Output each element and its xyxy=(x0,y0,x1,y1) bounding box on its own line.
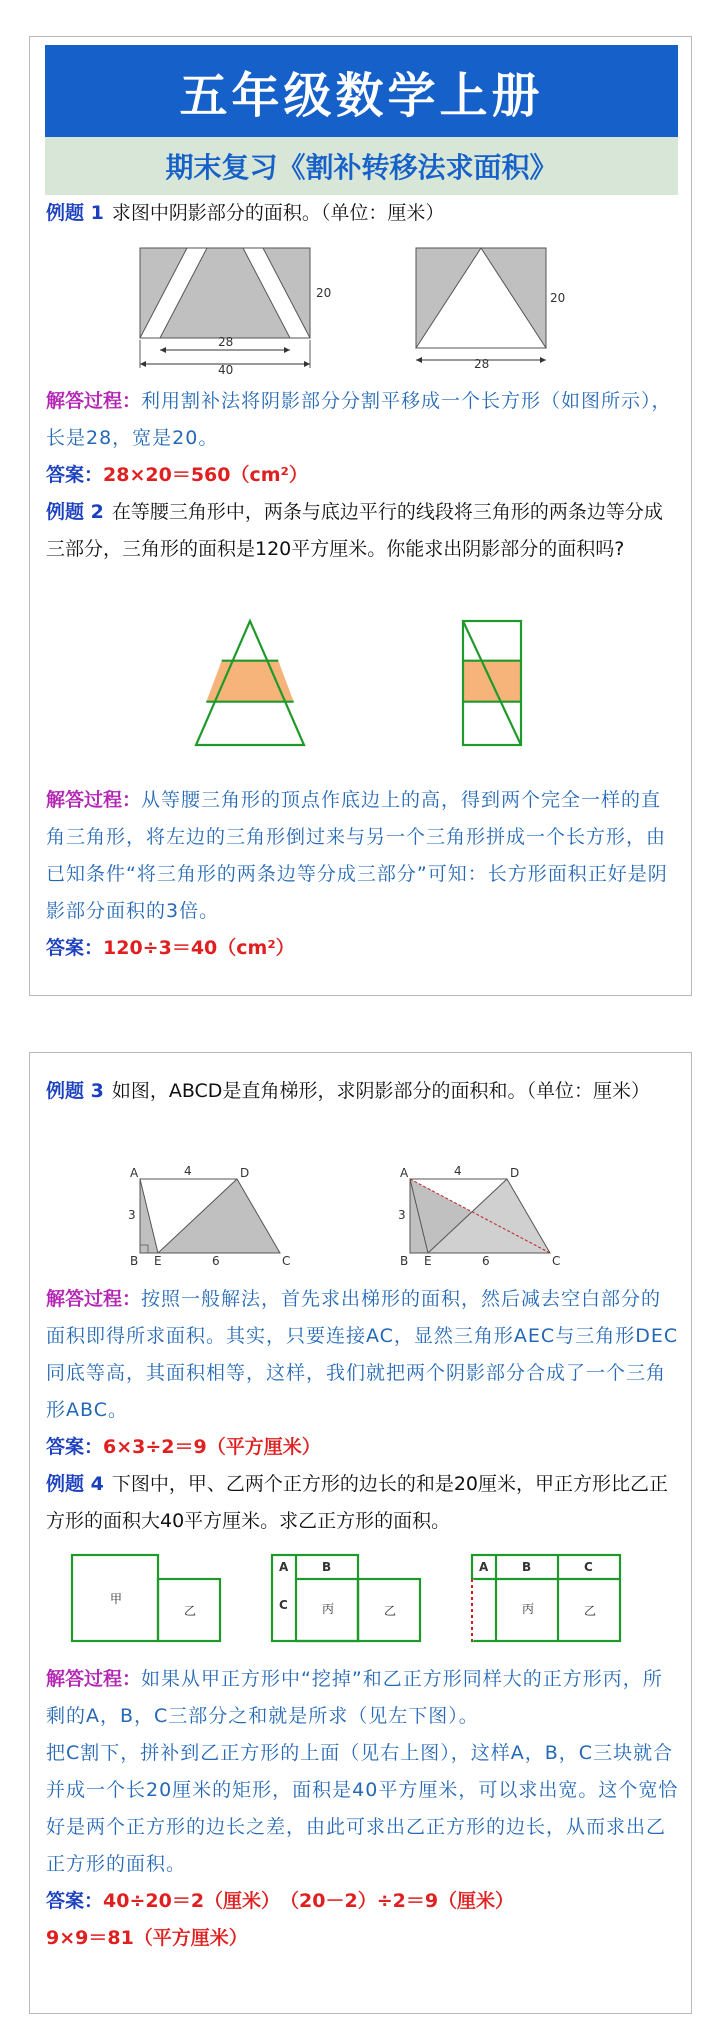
ex4-f3-label-bing: 丙 xyxy=(522,1602,535,1616)
ex4-f3-label-C: C xyxy=(584,1560,593,1574)
example-3-figure-right xyxy=(390,1163,590,1273)
example-3-answer-label: 答案： xyxy=(46,1436,104,1458)
example-4-answer-line-2 xyxy=(46,1920,680,1957)
ex3-left-label-D: D xyxy=(240,1166,250,1180)
example-2-solution xyxy=(46,782,680,930)
ex3-left-label-E: E xyxy=(154,1254,162,1268)
example-4-figure-3 xyxy=(468,1551,648,1646)
example-4-answer-label: 答案： xyxy=(46,1890,104,1912)
example-2-question-text: 在等腰三角形中，两条与底边平行的线段将三角形的两条边等分成三部分，三角形的面积是120平方厘米。你能求出阴影部分的面积吗? xyxy=(46,501,663,560)
example-1-answer-text: 28×20＝560（cm²） xyxy=(103,464,308,486)
example-2-answer xyxy=(46,930,680,967)
example-3-figure-left xyxy=(120,1163,320,1273)
ex3-left-label-3: 3 xyxy=(128,1208,136,1222)
ex3-left-label-C: C xyxy=(282,1254,291,1268)
example-2-answer-text: 120÷3＝40（cm²） xyxy=(103,937,295,959)
example-4-solution-text-2: 把C割下，拼补到乙正方形的上面（见右上图），这样A，B，C三块就合并成一个长20厘米的矩形，面积是40平方厘米，可以求出宽。这个宽恰好是两个正方形的边长之差，由此可求出乙正方形的边长，从而求出乙正方形的面积。 xyxy=(46,1742,679,1875)
ex3-right-label-6: 6 xyxy=(482,1254,490,1268)
fig-a-label-28: 28 xyxy=(218,335,234,349)
ex3-left-label-6: 6 xyxy=(212,1254,220,1268)
example-4-solution xyxy=(46,1661,680,1735)
ex4-f1-label-jia: 甲 xyxy=(110,1592,123,1606)
ex3-left-label-A: A xyxy=(130,1166,139,1180)
example-2-answer-label: 答案： xyxy=(46,937,104,959)
example-3-answer-text: 6×3÷2＝9（平方厘米） xyxy=(103,1436,321,1458)
fig-a-label-20: 20 xyxy=(316,286,332,300)
page-title: 五年级数学上册 xyxy=(45,45,678,137)
fig-a-label-40: 40 xyxy=(218,363,234,377)
example-4-solution-2 xyxy=(46,1735,680,1883)
example-3-question-text: 如图，ABCD是直角梯形，求阴影部分的面积和。（单位：厘米） xyxy=(111,1080,650,1102)
example-1-solution-text: 利用割补法将阴影部分分割平移成一个长方形（如图所示），长是28，宽是20。 xyxy=(46,390,672,449)
example-1-solution-label: 解答过程： xyxy=(46,390,142,412)
page-subtitle: 期末复习《割补转移法求面积》 xyxy=(45,137,678,195)
example-1-solution xyxy=(46,383,680,457)
ex3-right-label-B: B xyxy=(400,1254,409,1268)
example-3-question xyxy=(46,1073,680,1110)
example-4-question xyxy=(46,1466,680,1540)
example-4-question-text: 下图中，甲、乙两个正方形的边长的和是20厘米，甲正方形比乙正方形的面积大40平方厘米。求乙正方形的面积。 xyxy=(46,1473,669,1532)
ex4-f2-label-C: C xyxy=(279,1598,288,1612)
example-4-figure-1 xyxy=(68,1551,243,1646)
ex4-f2-label-A: A xyxy=(279,1560,289,1574)
example-4-solution-label: 解答过程： xyxy=(46,1668,142,1690)
example-3-answer xyxy=(46,1429,680,1466)
example-1-figure-a xyxy=(130,242,350,377)
example-1-figure-b xyxy=(410,242,580,377)
ex4-f3-label-B: B xyxy=(522,1560,532,1574)
example-1-question xyxy=(46,195,680,232)
example-2-solution-label: 解答过程： xyxy=(46,789,142,811)
example-3-label: 例题 3 xyxy=(46,1080,104,1102)
example-4-label: 例题 4 xyxy=(46,1473,104,1495)
example-1-label: 例题 1 xyxy=(46,202,104,224)
ex3-left-label-4: 4 xyxy=(184,1164,192,1178)
ex4-f3-label-yi: 乙 xyxy=(584,1604,597,1618)
ex3-right-label-D: D xyxy=(510,1166,520,1180)
example-4-figure-2 xyxy=(268,1551,443,1646)
example-1-answer xyxy=(46,457,680,494)
page-card-1 xyxy=(29,36,692,996)
fig-b-label-28: 28 xyxy=(474,357,490,371)
example-4-answer xyxy=(46,1883,680,1920)
ex3-right-label-C: C xyxy=(552,1254,561,1268)
fig-b-label-20: 20 xyxy=(550,291,566,305)
ex3-right-label-3: 3 xyxy=(398,1208,406,1222)
ex4-f2-label-yi: 乙 xyxy=(384,1604,397,1618)
ex3-right-label-A: A xyxy=(400,1166,409,1180)
example-1-question-text: 求图中阴影部分的面积。（单位：厘米） xyxy=(111,202,445,224)
ex4-f2-label-bing: 丙 xyxy=(322,1602,335,1616)
ex4-f2-label-B: B xyxy=(322,1560,332,1574)
example-2-figure-triangle xyxy=(185,617,315,752)
example-2-question xyxy=(46,494,680,568)
example-3-solution-text: 按照一般解法，首先求出梯形的面积，然后减去空白部分的面积即得所求面积。其实，只要连接AC，显然三角形AEC与三角形DEC同底等高，其面积相等，这样，我们就把两个阴影部分合成了一个三角形ABC。 xyxy=(46,1288,679,1421)
example-3-solution xyxy=(46,1281,680,1429)
example-1-answer-label: 答案： xyxy=(46,464,104,486)
ex4-f3-label-A: A xyxy=(479,1560,489,1574)
example-4-solution-text-1: 如果从甲正方形中“挖掉”和乙正方形同样大的正方形丙，所剩的A，B，C三部分之和就是所求（见左下图）。 xyxy=(46,1668,663,1727)
example-4-answer-text-2: 9×9＝81（平方厘米） xyxy=(46,1927,248,1949)
ex4-f1-label-yi: 乙 xyxy=(184,1604,197,1618)
ex3-right-label-4: 4 xyxy=(454,1164,462,1178)
example-4-answer-text-1: 40÷20＝2（厘米） （20－2）÷2＝9（厘米） xyxy=(103,1890,515,1912)
example-2-solution-text: 从等腰三角形的顶点作底边上的高，得到两个完全一样的直角三角形，将左边的三角形倒过来与另一个三角形拼成一个长方形，由已知条件“将三角形的两条边等分成三部分”可知：长方形面积正好是阴影部分面积的3倍。 xyxy=(46,789,668,922)
example-2-label: 例题 2 xyxy=(46,501,104,523)
ex3-left-label-B: B xyxy=(130,1254,139,1268)
ex3-right-label-E: E xyxy=(424,1254,432,1268)
example-2-figure-rectangle xyxy=(455,617,535,752)
page-card-2 xyxy=(29,1052,692,2014)
example-3-solution-label: 解答过程： xyxy=(46,1288,142,1310)
